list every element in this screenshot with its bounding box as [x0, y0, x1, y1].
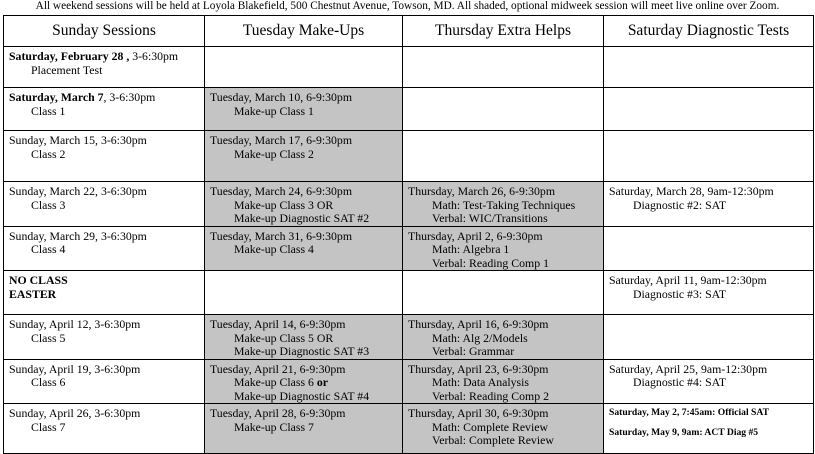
session-date: Sunday, April 12, 3-6:30pm — [9, 317, 141, 331]
cell-tuesday — [205, 88, 403, 131]
cell-tuesday — [205, 315, 403, 360]
makeup-date: Tuesday, March 31, 6-9:30pm — [210, 228, 352, 243]
cell-tuesday — [205, 47, 403, 88]
makeup-date: Tuesday, March 17, 6-9:30pm — [210, 133, 352, 147]
session-time: 3-6:30pm — [129, 49, 179, 63]
header-note: All weekend sessions will be held at Loyola Blakefield, 500 Chestnut Avenue, Towson, MD. All shaded, optional midweek session will meet live online over Zoom. — [35, 0, 780, 12]
cell-saturday — [604, 88, 814, 131]
cell-sunday — [4, 131, 205, 182]
session-detail: Class 3 — [31, 197, 66, 212]
cell-saturday — [604, 226, 814, 271]
cell-saturday — [604, 47, 814, 88]
extra-help-line: Math: Test-Taking Techniques — [432, 197, 576, 212]
cell-thursday — [403, 182, 604, 227]
col-header-tuesday: Tuesday Make-Ups — [205, 16, 403, 47]
extra-help-line: Verbal: Reading Comp 1 — [432, 255, 549, 270]
makeup-line: Make-up Diagnostic SAT #2 — [234, 211, 370, 225]
cell-tuesday — [205, 404, 403, 454]
table-row — [4, 131, 814, 182]
col-header-thursday: Thursday Extra Helps — [403, 16, 604, 47]
makeup-date: Tuesday, April 28, 6-9:30pm — [210, 406, 346, 420]
cell-tuesday — [205, 131, 403, 182]
extra-help-date: Thursday, April 23, 6-9:30pm — [408, 361, 549, 376]
makeup-date: Tuesday, April 14, 6-9:30pm — [210, 317, 346, 331]
session-detail: Class 4 — [31, 242, 66, 256]
cell-tuesday — [205, 182, 403, 227]
extra-help-line: Math: Data Analysis — [432, 375, 529, 389]
extra-help-line: Verbal: Grammar — [432, 344, 515, 358]
table-row — [4, 271, 814, 315]
schedule-table — [3, 15, 814, 454]
table-row — [4, 315, 814, 360]
cell-thursday — [403, 271, 604, 315]
act-diag-line: Saturday, May 9, 9am: ACT Diag #5 — [609, 427, 759, 438]
extra-help-date: Thursday, April 30, 6-9:30pm — [408, 406, 549, 420]
session-date-bold: Saturday, March 7 — [9, 90, 104, 104]
makeup-date: Tuesday, March 24, 6-9:30pm — [210, 184, 352, 198]
col-header-sunday: Sunday Sessions — [4, 16, 205, 47]
diagnostic-line: Diagnostic #3: SAT — [633, 286, 727, 301]
cell-sunday — [4, 315, 205, 360]
session-detail: Class 1 — [31, 103, 66, 118]
extra-help-line: Verbal: Reading Comp 2 — [432, 388, 549, 403]
makeup-line: Make-up Diagnostic SAT #3 — [234, 344, 370, 358]
session-time: , 3-6:30pm — [103, 90, 156, 104]
holiday-label: EASTER — [9, 286, 57, 301]
or-label: or — [316, 375, 329, 389]
session-date: Sunday, April 26, 3-6:30pm — [9, 406, 141, 420]
cell-saturday — [604, 404, 814, 454]
cell-sunday — [4, 226, 205, 271]
makeup-line: Make-up Class 3 OR — [234, 197, 334, 212]
official-sat-line: Saturday, May 2, 7:45am: Official SAT — [609, 407, 769, 418]
table-row — [4, 404, 814, 454]
extra-help-line: Math: Alg 2/Models — [432, 330, 528, 345]
col-header-saturday: Saturday Diagnostic Tests — [604, 16, 814, 47]
cell-thursday — [403, 315, 604, 360]
cell-sunday — [4, 47, 205, 88]
table-row — [4, 88, 814, 131]
cell-saturday — [604, 359, 814, 404]
header-row — [4, 16, 814, 47]
session-date: Sunday, April 19, 3-6:30pm — [9, 361, 141, 376]
cell-tuesday — [205, 359, 403, 404]
makeup-date: Tuesday, March 10, 6-9:30pm — [210, 90, 352, 104]
cell-saturday — [604, 131, 814, 182]
session-date-bold: Saturday, February 28 , — [9, 49, 130, 63]
cell-sunday — [4, 359, 205, 404]
diagnostic-line: Diagnostic #4: SAT — [633, 375, 727, 389]
cell-sunday — [4, 88, 205, 131]
diagnostic-date: Saturday, April 11, 9am-12:30pm — [609, 273, 767, 287]
makeup-line: Make-up Class 5 OR — [234, 330, 334, 345]
session-detail: Placement Test — [31, 62, 103, 77]
cell-tuesday — [205, 271, 403, 315]
makeup-line: Make-up Class 7 — [234, 419, 314, 434]
session-date: Sunday, March 15, 3-6:30pm — [9, 133, 147, 147]
table-row — [4, 47, 814, 88]
table-row — [4, 182, 814, 227]
cell-sunday — [4, 271, 205, 315]
cell-thursday — [403, 359, 604, 404]
cell-thursday — [403, 226, 604, 271]
makeup-line: Make-up Class 2 — [234, 146, 314, 161]
session-date: Sunday, March 29, 3-6:30pm — [9, 228, 147, 243]
makeup-line: Make-up Class 4 — [234, 242, 314, 256]
cell-sunday — [4, 182, 205, 227]
cell-tuesday — [205, 226, 403, 271]
cell-thursday — [403, 88, 604, 131]
table-row — [4, 226, 814, 271]
makeup-line: Make-up Class 1 — [234, 103, 314, 118]
session-detail: Class 7 — [31, 419, 66, 434]
extra-help-date: Thursday, April 2, 6-9:30pm — [408, 228, 543, 243]
extra-help-line: Math: Complete Review — [432, 419, 548, 434]
extra-help-date: Thursday, March 26, 6-9:30pm — [408, 184, 555, 198]
session-detail: Class 2 — [31, 146, 66, 161]
cell-saturday — [604, 182, 814, 227]
extra-help-line: Math: Algebra 1 — [432, 242, 510, 256]
no-class-label: NO CLASS — [9, 273, 68, 287]
session-detail: Class 6 — [31, 375, 66, 389]
extra-help-line: Verbal: Complete Review — [432, 433, 554, 447]
cell-saturday — [604, 315, 814, 360]
session-detail: Class 5 — [31, 330, 66, 345]
cell-saturday — [604, 271, 814, 315]
extra-help-line: Verbal: WIC/Transitions — [432, 211, 548, 225]
diagnostic-date: Saturday, March 28, 9am-12:30pm — [609, 184, 774, 198]
diagnostic-date: Saturday, April 25, 9am-12:30pm — [609, 361, 768, 376]
makeup-line — [210, 376, 402, 390]
makeup-date: Tuesday, April 21, 6-9:30pm — [210, 361, 346, 376]
table-row — [4, 359, 814, 404]
extra-help-date: Thursday, April 16, 6-9:30pm — [408, 317, 549, 331]
makeup-line: Make-up Diagnostic SAT #4 — [234, 388, 370, 403]
makeup-line-text: Make-up Class 6 — [234, 375, 317, 389]
cell-thursday — [403, 47, 604, 88]
session-date: Sunday, March 22, 3-6:30pm — [9, 184, 147, 198]
cell-thursday — [403, 131, 604, 182]
cell-thursday — [403, 404, 604, 454]
cell-sunday — [4, 404, 205, 454]
diagnostic-line: Diagnostic #2: SAT — [633, 197, 727, 212]
